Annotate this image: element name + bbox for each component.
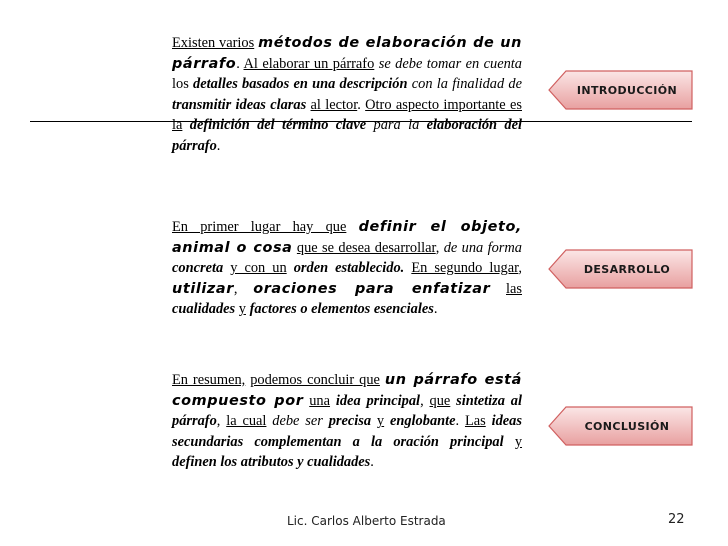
text-run: cualidades <box>172 301 236 318</box>
text-run: y <box>238 301 246 318</box>
text-run: las <box>506 280 522 297</box>
tag-conclusion-label: CONCLUSIÓN <box>584 419 670 433</box>
text-run: podemos concluir que <box>250 372 380 388</box>
tag-conclusion <box>548 406 694 446</box>
paragraph-introduction: Existen varios métodos de elaboración de un párrafo. Al elaborar un párrafo se debe tomar en cuenta los detalles basados en una descripción con la finalidad de transmitir ideas claras al lector. Otro aspecto importante es la definición del término clave para la elaboración del párrafo. <box>172 35 522 154</box>
tag-introduction <box>548 70 694 110</box>
text-run: Las <box>464 413 486 430</box>
text-run: utilizar <box>172 280 234 297</box>
text-run: definir el objeto, animal o cosa <box>172 219 522 256</box>
text-run: y <box>376 413 385 430</box>
text-run: se debe tomar en cuenta <box>378 55 522 72</box>
text-run: orden establecido. <box>293 260 405 277</box>
text-run: definición del término clave <box>189 117 367 134</box>
text-run: que <box>429 392 451 409</box>
text-run: Otro aspecto importante es la <box>172 96 522 134</box>
text-run: de una forma <box>443 239 522 256</box>
text-run: al lector <box>310 96 358 113</box>
text-run: En resumen, <box>172 372 246 388</box>
text-run: Al elaborar un párrafo <box>243 55 375 72</box>
text-run: y <box>514 433 523 450</box>
text-run: En segundo lugar <box>411 260 519 277</box>
tag-introduction-label: INTRODUCCIÓN <box>576 83 678 97</box>
text-run: definen los atributos y cualidades <box>172 454 371 471</box>
text-run: sintetiza al párrafo <box>172 392 522 430</box>
text-run: debe ser <box>272 413 323 430</box>
text-run: factores o elementos esenciales <box>249 301 434 318</box>
footer-author: Lic. Carlos Alberto Estrada <box>287 514 446 528</box>
page-number: 22 <box>668 512 685 527</box>
paragraph-development: En primer lugar hay que definir el objeto, animal o cosa que se desea desarrollar, de una forma concreta y con un orden establecido. En segundo lugar, utilizar, oraciones para enfatizar las cualidades y factores o elementos esenciales. <box>172 219 522 318</box>
text-run: detalles basados en una descripción <box>193 76 408 93</box>
text-run: una <box>309 392 331 409</box>
text-run: Existen varios <box>172 35 255 51</box>
text-run: oraciones para enfatizar <box>253 280 491 297</box>
text-run: transmitir ideas claras <box>172 96 307 113</box>
tag-development <box>548 249 694 289</box>
paragraph-conclusion: En resumen, podemos concluir que un párrafo está compuesto por una idea principal, que sintetiza al párrafo, la cual debe ser precisa y englobante. Las ideas secundarias complementan a la oración principal y definen los atributos y cualidades. <box>172 372 523 471</box>
text-run: la cual <box>226 413 267 430</box>
text-run: idea principal <box>335 392 421 409</box>
text-run: ideas secundarias complementan a la oración principal <box>172 413 522 450</box>
tag-development-label: DESARROLLO <box>583 262 671 276</box>
text-run: concreta <box>172 260 224 277</box>
text-run: métodos de elaboración de un párrafo <box>172 35 522 72</box>
text-run: con la finalidad de <box>411 76 522 93</box>
text-run: un párrafo está compuesto por <box>172 372 522 409</box>
text-run: En primer lugar hay que <box>172 219 347 235</box>
text-run: que se desea desarrollar <box>296 239 436 256</box>
text-run: para la <box>373 117 420 134</box>
text-run: precisa <box>328 413 372 430</box>
text-run: y con un <box>230 260 287 277</box>
text-run: elaboración del párrafo <box>172 117 522 154</box>
text-run: englobante <box>389 413 456 430</box>
